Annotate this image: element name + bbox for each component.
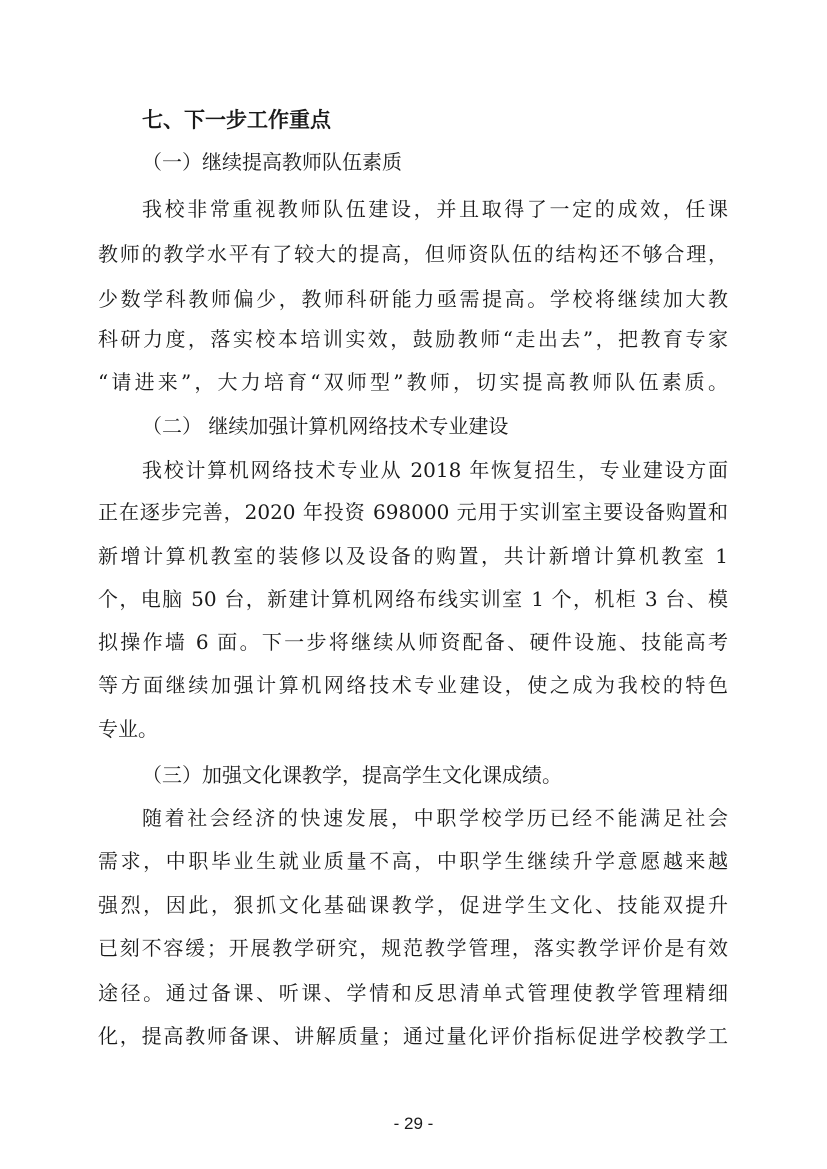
paragraph-line: 少数学科教师偏少，教师科研能力亟需提高。学校将继续加大教: [98, 287, 728, 311]
paragraph-line: 教师的教学水平有了较大的提高，但师资队伍的结构还不够合理，: [98, 242, 728, 266]
paragraph-line: 新增计算机教室的装修以及设备的购置，共计新增计算机教室 1: [98, 544, 728, 568]
paragraph-line: 需求，中职毕业生就业质量不高，中职学生继续升学意愿越来越: [98, 849, 728, 873]
paragraph-line: 我校计算机网络技术专业从 2018 年恢复招生，专业建设方面: [142, 458, 728, 482]
paragraph-line: “请进来”，大力培育“双师型”教师，切实提高教师队伍素质。: [98, 370, 728, 394]
subsection-title-1: （一）继续提高教师队伍素质: [142, 150, 402, 174]
page-number: - 29 -: [393, 1114, 434, 1133]
paragraph-line: 拟操作墙 6 面。下一步将继续从师资配备、硬件设施、技能高考: [98, 630, 728, 654]
paragraph-line: 专业。: [98, 717, 158, 741]
paragraph-line: 个，电脑 50 台，新建计算机网络布线实训室 1 个，机柜 3 台、模: [98, 587, 728, 611]
paragraph-line: 强烈，因此，狠抓文化基础课教学，促进学生文化、技能双提升: [98, 893, 728, 917]
subsection-title-3: （三）加强文化课教学，提高学生文化课成绩。: [142, 763, 562, 787]
paragraph-line: 我校非常重视教师队伍建设，并且取得了一定的成效，任课: [142, 197, 728, 221]
subsection-title-2: （二） 继续加强计算机网络技术专业建设: [142, 414, 509, 438]
paragraph-line: 科研力度，落实校本培训实效，鼓励教师“走出去”，把教育专家: [98, 327, 728, 351]
paragraph-line: 随着社会经济的快速发展，中职学校学历已经不能满足社会: [142, 806, 728, 830]
paragraph-line: 途径。通过备课、听课、学情和反思清单式管理使教学管理精细: [98, 981, 728, 1005]
paragraph-line: 化，提高教师备课、讲解质量；通过量化评价指标促进学校教学工: [98, 1024, 728, 1048]
section-title: 七、下一步工作重点: [142, 108, 331, 132]
paragraph-line: 已刻不容缓；开展教学研究，规范教学管理，落实教学评价是有效: [98, 936, 728, 960]
paragraph-line: 等方面继续加强计算机网络技术专业建设，使之成为我校的特色: [98, 673, 728, 697]
paragraph-line: 正在逐步完善，2020 年投资 698000 元用于实训室主要设备购置和: [98, 500, 728, 524]
